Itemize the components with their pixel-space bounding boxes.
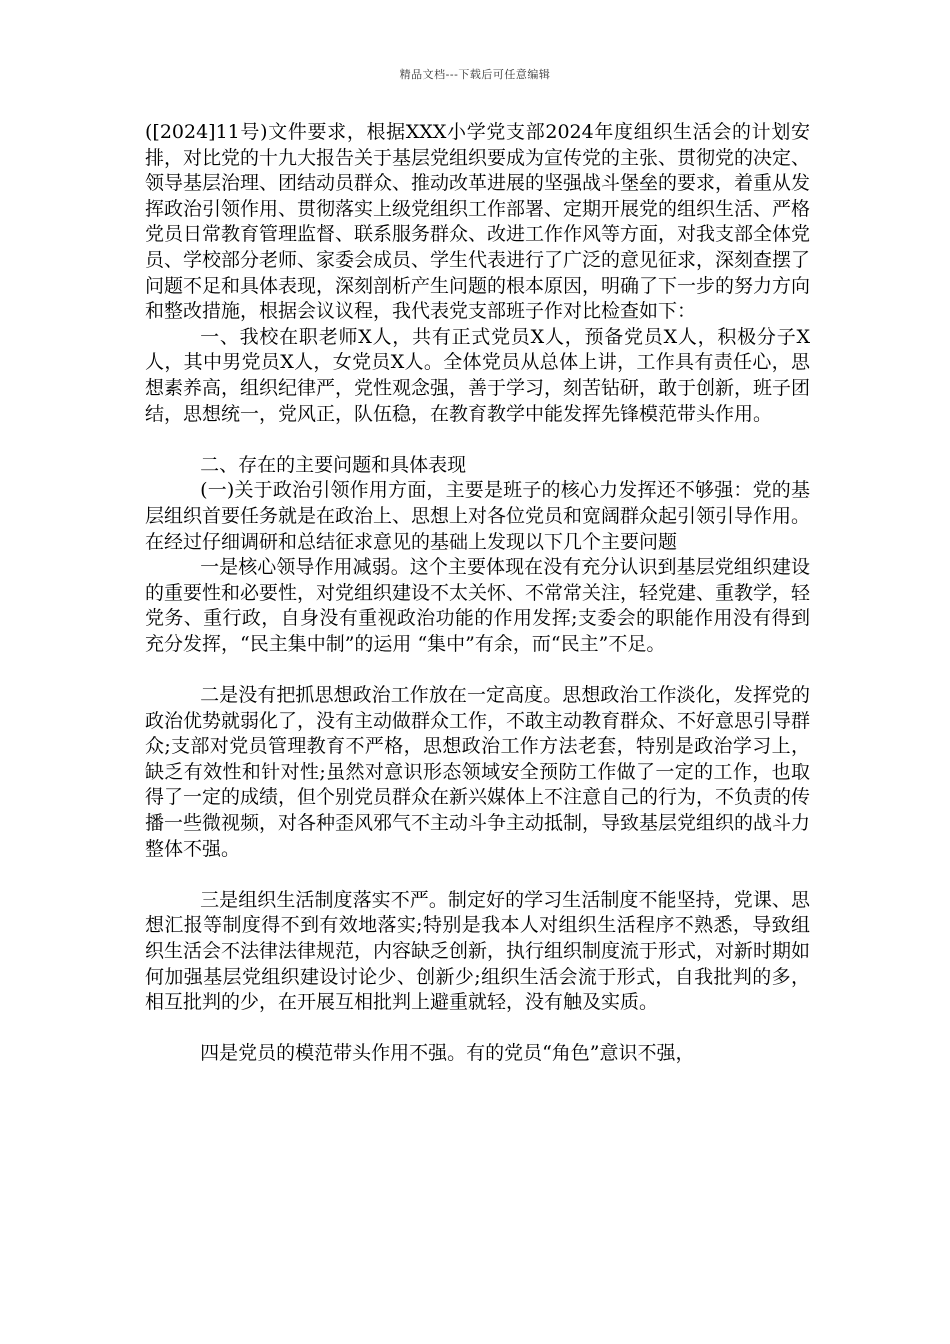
paragraph-overview: 一、我校在职老师X人，共有正式党员X人，预备党员X人，积极分子X人，其中男党员X人，女党员X人。全体党员从总体上讲，工作具有责任心，思想素养高，组织纪律严，党性观念强，善于学习，刻苦钻研，敢于创新，班子团结，思想统一，党风正，队伍稳，在教育教学中能发挥先锋模范带头作用。 [145,325,811,425]
document-body [145,120,810,1067]
paragraph-political-leadership: (一)关于政治引领作用方面，主要是班子的核心力发挥还不够强：党的基层组织首要任务就是在政治上、思想上对各位党员和宽阔群众起引领引导作用。在经过仔细调研和总结征求意见的基础上发现以下几个主要问题 [145,479,811,553]
paragraph-problem-one: 一是核心领导作用减弱。这个主要体现在没有充分认识到基层党组织建设的重要性和必要性，对党组织建设不太关怀、不常常关注，轻党建、重教学，轻党务、重行政，自身没有重视政治功能的作用发挥;支委会的职能作用没有得到充分发挥，“民主集中制”的运用 “集中”有余，而“民主”不足。 [145,556,811,655]
section-heading: 二、存在的主要问题和具体表现 [200,453,467,476]
paragraph-problem-three: 三是组织生活制度落实不严。制定好的学习生活制度不能坚持，党课、思想汇报等制度得不到有效地落实;特别是我本人对组织生活程序不熟悉，导致组织生活会不法律法律规范，内容缺乏创新，执行组织制度流于形式，对新时期如何加强基层党组织建设讨论少、创新少;组织生活会流于形式，自我批判的多，相互批判的少，在开展互相批判上避重就轻，没有触及实质。 [145,888,811,1014]
page-header: 精品文档---下载后可任意编辑 [399,68,551,81]
intro-paragraph: ([2024]11号)文件要求，根据XXX小学党支部2024年度组织生活会的计划安排，对比党的十九大报告关于基层党组织要成为宣传党的主张、贯彻党的决定、领导基层治理、团结动员群众、推动改革进展的坚强战斗堡垒的要求，着重从发挥政治引领作用、贯彻落实上级党组织工作部署、定期开展党的组织生活、严格党员日常教育管理监督、联系服务群众、改进工作作风等方面，对我支部全体党员、学校部分老师、家委会成员、学生代表进行了广泛的意见征求，深刻查摆了问题不足和具体表现，深刻剖析产生问题的根本原因，明确了下一步的努力方向和整改措施，根据会议议程，我代表党支部班子作对比检查如下： [145,121,811,323]
paragraph-problem-four: 四是党员的模范带头作用不强。有的党员“角色”意识不强， [200,1042,695,1065]
paragraph-problem-two: 二是没有把抓思想政治工作放在一定高度。思想政治工作淡化，发挥党的政治优势就弱化了，没有主动做群众工作，不敢主动教育群众、不好意思引导群众;支部对党员管理教育不严格，思想政治工作方法老套，特别是政治学习上，缺乏有效性和针对性;虽然对意识形态领域安全预防工作做了一定的工作，也取得了一定的成绩，但个别党员群众在新兴媒体上不注意自己的行为，不负责的传播一些微视频，对各种歪风邪气不主动斗争主动抵制，导致基层党组织的战斗力整体不强。 [145,684,811,860]
